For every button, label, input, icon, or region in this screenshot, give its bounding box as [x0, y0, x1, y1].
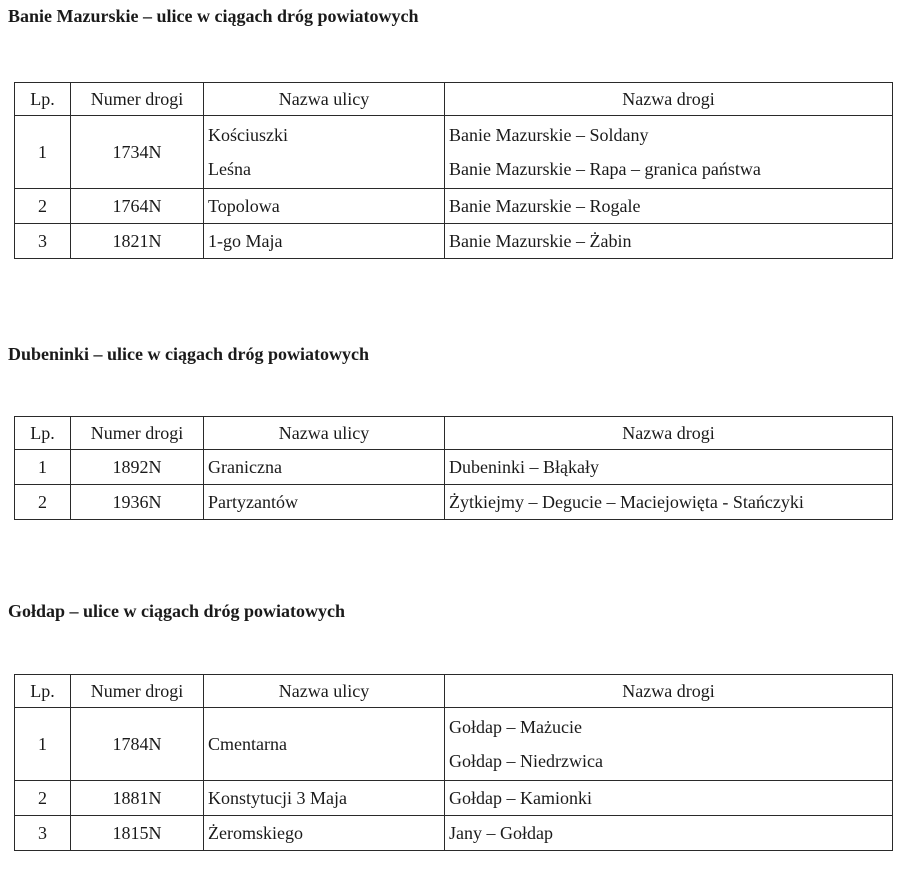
- cell-nazwa-ulicy: Topolowa: [204, 189, 445, 224]
- cell-lp: 2: [15, 485, 71, 520]
- header-numer-drogi: Numer drogi: [71, 675, 204, 708]
- cell-numer-drogi: 1936N: [71, 485, 204, 520]
- table-row: [15, 189, 893, 224]
- street-name: Leśna: [208, 159, 251, 179]
- header-nazwa-drogi: Nazwa drogi: [445, 417, 893, 450]
- cell-nazwa-drogi: [445, 708, 893, 781]
- header-nazwa-ulicy: Nazwa ulicy: [204, 675, 445, 708]
- section-heading: Dubeninki – ulice w ciągach dróg powiatowych: [8, 344, 370, 364]
- table-row: [15, 116, 893, 189]
- cell-numer-drogi: 1881N: [71, 781, 204, 816]
- roads-table: [14, 674, 893, 851]
- header-nazwa-ulicy: Nazwa ulicy: [204, 417, 445, 450]
- cell-lp: 1: [15, 450, 71, 485]
- cell-lp: 1: [15, 116, 71, 189]
- cell-numer-drogi: 1815N: [71, 816, 204, 851]
- cell-numer-drogi: 1784N: [71, 708, 204, 781]
- cell-numer-drogi: 1764N: [71, 189, 204, 224]
- street-name: Kościuszki: [208, 125, 288, 145]
- table-header-row: [15, 83, 893, 116]
- header-numer-drogi: Numer drogi: [71, 417, 204, 450]
- cell-nazwa-ulicy: [204, 116, 445, 189]
- table-row: [15, 708, 893, 781]
- cell-nazwa-drogi: Gołdap – Kamionki: [445, 781, 893, 816]
- cell-numer-drogi: 1821N: [71, 224, 204, 259]
- road-name: Banie Mazurskie – Soldany: [449, 125, 649, 145]
- table-row: [15, 781, 893, 816]
- header-lp: Lp.: [15, 675, 71, 708]
- table-row: [15, 816, 893, 851]
- cell-nazwa-ulicy: Cmentarna: [204, 708, 445, 781]
- cell-nazwa-drogi: Banie Mazurskie – Żabin: [445, 224, 893, 259]
- cell-nazwa-ulicy: Graniczna: [204, 450, 445, 485]
- road-name: Gołdap – Niedrzwica: [449, 751, 603, 771]
- table-row: [15, 450, 893, 485]
- cell-nazwa-drogi: Żytkiejmy – Degucie – Maciejowięta - Stańczyki: [445, 485, 893, 520]
- cell-lp: 2: [15, 189, 71, 224]
- section-heading: Banie Mazurskie – ulice w ciągach dróg powiatowych: [8, 6, 419, 26]
- cell-numer-drogi: 1892N: [71, 450, 204, 485]
- header-lp: Lp.: [15, 83, 71, 116]
- cell-nazwa-drogi: Banie Mazurskie – Rogale: [445, 189, 893, 224]
- cell-lp: 2: [15, 781, 71, 816]
- header-numer-drogi: Numer drogi: [71, 83, 204, 116]
- cell-nazwa-drogi: Jany – Gołdap: [445, 816, 893, 851]
- table-row: [15, 224, 893, 259]
- cell-lp: 1: [15, 708, 71, 781]
- road-name: Gołdap – Mażucie: [449, 717, 582, 737]
- roads-table: [14, 416, 893, 520]
- header-nazwa-ulicy: Nazwa ulicy: [204, 83, 445, 116]
- road-name: Banie Mazurskie – Rapa – granica państwa: [449, 159, 761, 179]
- cell-nazwa-ulicy: Partyzantów: [204, 485, 445, 520]
- table-header-row: [15, 675, 893, 708]
- cell-lp: 3: [15, 816, 71, 851]
- cell-numer-drogi: 1734N: [71, 116, 204, 189]
- cell-nazwa-drogi: [445, 116, 893, 189]
- cell-nazwa-ulicy: Konstytucji 3 Maja: [204, 781, 445, 816]
- table-header-row: [15, 417, 893, 450]
- cell-lp: 3: [15, 224, 71, 259]
- cell-nazwa-ulicy: Żeromskiego: [204, 816, 445, 851]
- section-heading: Gołdap – ulice w ciągach dróg powiatowych: [8, 601, 346, 621]
- roads-table: [14, 82, 893, 259]
- table-row: [15, 485, 893, 520]
- header-lp: Lp.: [15, 417, 71, 450]
- header-nazwa-drogi: Nazwa drogi: [445, 83, 893, 116]
- header-nazwa-drogi: Nazwa drogi: [445, 675, 893, 708]
- cell-nazwa-drogi: Dubeninki – Błąkały: [445, 450, 893, 485]
- cell-nazwa-ulicy: 1-go Maja: [204, 224, 445, 259]
